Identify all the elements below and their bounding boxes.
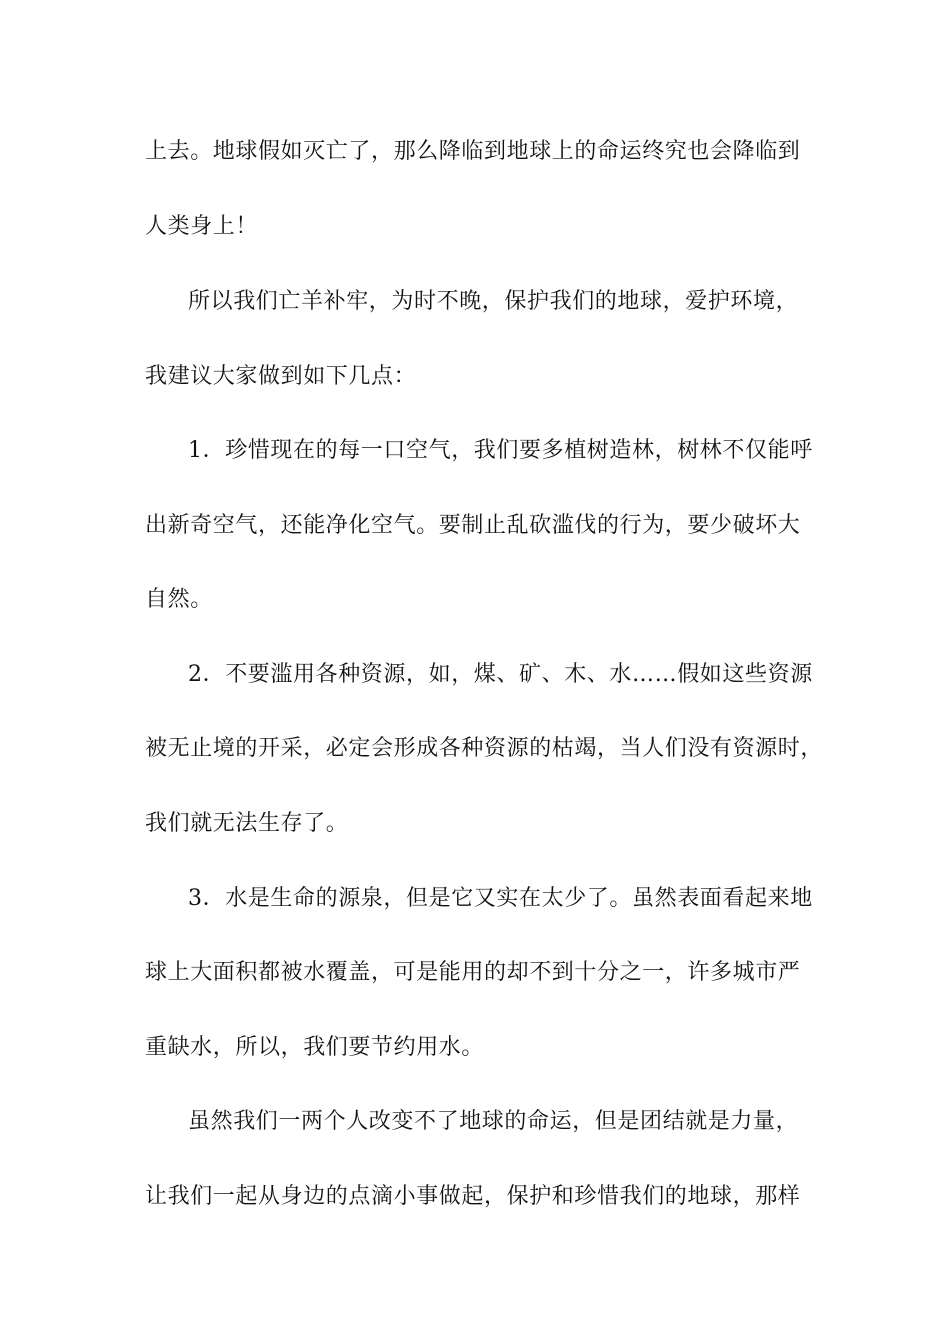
list-item-2-line: 2．不要滥用各种资源，如，煤、矿、木、水……假如这些资源 <box>188 662 813 687</box>
paragraph-start-line: 所以我们亡羊补牢，为时不晚，保护我们的地球，爱护环境， <box>188 289 799 314</box>
paragraph-start-line: 虽然我们一两个人改变不了地球的命运，但是团结就是力量， <box>188 1109 799 1134</box>
text-line: 出新奇空气，还能净化空气。要制止乱砍滥伐的行为，要少破坏大 <box>145 513 801 538</box>
text-line: 我们就无法生存了。 <box>145 811 349 836</box>
text-line: 重缺水，所以，我们要节约用水。 <box>145 1035 485 1060</box>
text-line: 我建议大家做到如下几点： <box>145 364 417 389</box>
text-line: 让我们一起从身边的点滴小事做起，保护和珍惜我们的地球，那样 <box>145 1184 801 1209</box>
list-item-1-line: 1．珍惜现在的每一口空气，我们要多植树造林，树林不仅能呼 <box>188 438 813 463</box>
text-line: 上去。地球假如灭亡了，那么降临到地球上的命运终究也会降临到 <box>145 139 801 164</box>
text-line: 被无止境的开采，必定会形成各种资源的枯竭，当人们没有资源时， <box>145 736 824 761</box>
text-line: 人类身上！ <box>145 214 259 239</box>
text-line: 自然。 <box>145 587 213 612</box>
list-item-3-line: 3．水是生命的源泉，但是它又实在太少了。虽然表面看起来地 <box>188 886 813 911</box>
text-line: 球上大面积都被水覆盖，可是能用的却不到十分之一，许多城市严 <box>145 960 801 985</box>
